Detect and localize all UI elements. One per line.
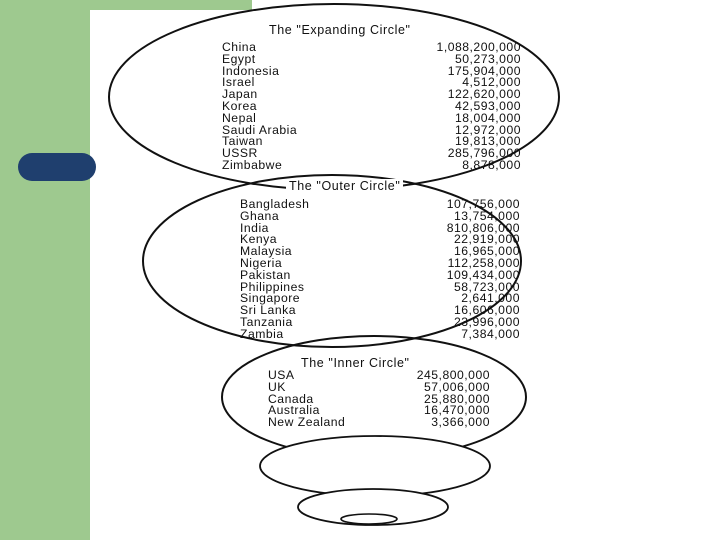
country-name: Kenya	[240, 232, 278, 247]
small-circle-3	[341, 514, 397, 524]
population-value: 109,434,000	[446, 267, 520, 282]
population-value: 22,919,000	[454, 232, 520, 247]
country-name: Egypt	[222, 51, 256, 66]
population-value: 285,796,000	[447, 146, 521, 161]
country-name: China	[222, 40, 257, 54]
population-value: 245,800,000	[416, 368, 490, 382]
population-value: 19,813,000	[455, 134, 521, 149]
country-name: USSR	[222, 146, 258, 161]
population-value: 23,996,000	[454, 314, 520, 329]
population-value: 50,273,000	[455, 51, 521, 66]
country-name: Nigeria	[240, 255, 283, 270]
outer-circle-list	[240, 199, 520, 341]
country-name: Australia	[268, 403, 320, 418]
country-name: Pakistan	[240, 267, 291, 282]
list-item	[268, 417, 490, 429]
country-name: Taiwan	[222, 134, 263, 149]
population-value: 175,904,000	[447, 63, 521, 78]
country-name: Indonesia	[222, 63, 280, 78]
population-value: 16,470,000	[424, 403, 490, 418]
inner-circle-title: The "Inner Circle"	[298, 356, 413, 370]
country-name: Canada	[268, 391, 314, 406]
list-item	[240, 326, 520, 341]
inner-circle-list	[268, 370, 490, 429]
population-value: 58,723,000	[454, 279, 520, 294]
population-value: 3,366,000	[431, 415, 490, 430]
country-name: Japan	[222, 87, 258, 102]
population-value: 107,756,000	[446, 197, 520, 211]
country-name: New Zealand	[268, 415, 346, 430]
population-value: 810,806,000	[446, 220, 520, 235]
country-name: Zimbabwe	[222, 157, 283, 172]
country-name: Ghana	[240, 208, 280, 223]
country-name: Zambia	[240, 326, 284, 341]
population-value: 42,593,000	[455, 98, 521, 113]
country-name: Bangladesh	[240, 197, 310, 211]
country-name: Korea	[222, 98, 258, 113]
country-name: Singapore	[240, 291, 301, 306]
population-value: 18,004,000	[455, 110, 521, 125]
small-circle-1	[260, 436, 490, 496]
country-name: UK	[268, 379, 286, 394]
population-value: 1,088,200,000	[436, 40, 521, 54]
list-item	[222, 157, 521, 172]
country-name: Malaysia	[240, 244, 293, 259]
population-value: 7,384,000	[461, 326, 520, 341]
expanding-circle-title: The "Expanding Circle"	[266, 23, 414, 37]
expanding-circle-list	[222, 42, 521, 172]
country-name: Israel	[222, 75, 255, 90]
population-value: 57,006,000	[424, 379, 490, 394]
population-value: 16,606,000	[454, 303, 520, 318]
population-value: 122,620,000	[447, 87, 521, 102]
country-name: Nepal	[222, 110, 257, 125]
country-name: Tanzania	[240, 314, 293, 329]
population-value: 25,880,000	[424, 391, 490, 406]
population-value: 16,965,000	[454, 244, 520, 259]
population-value: 2,641,000	[461, 291, 520, 306]
country-name: Philippines	[240, 279, 305, 294]
population-value: 12,972,000	[455, 122, 521, 137]
country-name: India	[240, 220, 269, 235]
population-value: 4,512,000	[462, 75, 521, 90]
population-value: 112,258,000	[447, 255, 520, 270]
outer-circle-title: The "Outer Circle"	[286, 179, 403, 193]
country-name: Sri Lanka	[240, 303, 296, 318]
population-value: 13,754,000	[454, 208, 520, 223]
country-name: USA	[268, 368, 295, 382]
country-name: Saudi Arabia	[222, 122, 298, 137]
population-value: 8,878,000	[462, 157, 521, 172]
